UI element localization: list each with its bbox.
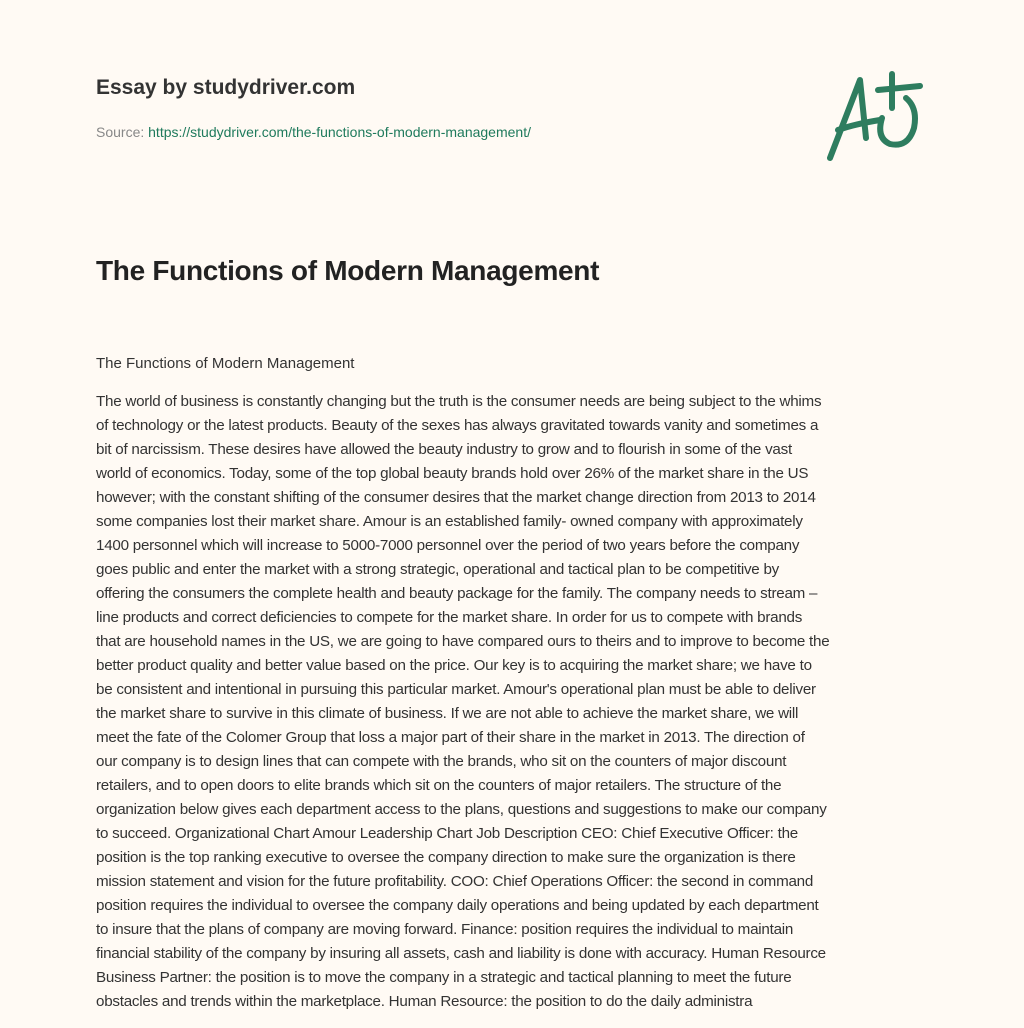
essay-text-line: The world of business is constantly changing but the truth is the consumer needs are being subject to the whims	[96, 393, 822, 410]
essay-text-line: some companies lost their market share. Amour is an established family- owned company with approximately	[96, 513, 803, 530]
essay-text-line: however; with the constant shifting of the consumer desires that the market change direction from 2013 to 2014	[96, 489, 816, 506]
essay-text-line: position requires the individual to oversee the company daily operations and being updated by each department	[96, 897, 819, 914]
essay-body	[96, 390, 936, 1014]
essay-text-line: that are household names in the US, we are going to have compared ours to theirs and to improve to become the	[96, 633, 830, 650]
essay-text-line: world of economics. Today, some of the top global beauty brands hold over 26% of the market share in the US	[96, 465, 809, 482]
source-link[interactable]: https://studydriver.com/the-functions-of-modern-management/	[148, 124, 531, 140]
a-plus-logo	[820, 68, 930, 164]
site-brand: Essay by studydriver.com	[96, 76, 356, 99]
essay-text-line: bit of narcissism. These desires have allowed the beauty industry to grow and to flourish in some of the vast	[96, 441, 792, 458]
essay-text-line: the market share to survive in this climate of business. If we are not able to achieve the market share, we will	[96, 705, 799, 722]
essay-text-line: better product quality and better value based on the price. Our key is to acquiring the market share; we have to	[96, 657, 812, 674]
essay-text-line: of technology or the latest products. Beauty of the sexes has always gravitated towards vanity and sometimes a	[96, 417, 819, 434]
essay-text-line: financial stability of the company by insuring all assets, cash and liability is done with accuracy. Human Resource	[96, 945, 826, 962]
essay-text-line: offering the consumers the complete health and beauty package for the family. The company needs to stream –	[96, 585, 818, 602]
essay-text-line: meet the fate of the Colomer Group that loss a major part of their share in the market in 2013. The direction of	[96, 729, 805, 746]
essay-text-line: to insure that the plans of company are moving forward. Finance: position requires the individual to maintain	[96, 921, 794, 938]
source-line	[96, 124, 531, 140]
essay-text-line: position is the top ranking executive to oversee the company direction to make sure the organization is there	[96, 849, 796, 866]
page-title: The Functions of Modern Management	[96, 255, 600, 286]
essay-subtitle: The Functions of Modern Management	[96, 355, 355, 372]
essay-text-line: organization below gives each department access to the plans, questions and suggestions to make our company	[96, 801, 827, 818]
essay-text-line: obstacles and trends within the marketplace. Human Resource: the position to do the daily administra	[96, 993, 753, 1010]
source-label: Source:	[96, 124, 145, 140]
essay-text-line: be consistent and intentional in pursuing this particular market. Amour's operational plan must be able to deliver	[96, 681, 816, 698]
essay-text-line: line products and correct deficiencies to compete for the market share. In order for us to compete with brands	[96, 609, 803, 626]
essay-text-line: to succeed. Organizational Chart Amour Leadership Chart Job Description CEO: Chief Executive Officer: the	[96, 825, 798, 842]
essay-text-line: retailers, and to open doors to elite brands which sit on the counters of major retailers. The structure of the	[96, 777, 782, 794]
essay-text-line: 1400 personnel which will increase to 5000-7000 personnel over the period of two years before the company	[96, 537, 800, 554]
essay-text-line: mission statement and vision for the future profitability. COO: Chief Operations Officer: the second in command	[96, 873, 814, 890]
essay-text-line: our company is to design lines that can compete with the brands, who sit on the counters of major discount	[96, 753, 787, 770]
essay-text-line: Business Partner: the position is to move the company in a strategic and tactical planning to meet the future	[96, 969, 792, 986]
essay-text-line: goes public and enter the market with a strong strategic, operational and tactical plan to be competitive by	[96, 561, 780, 578]
